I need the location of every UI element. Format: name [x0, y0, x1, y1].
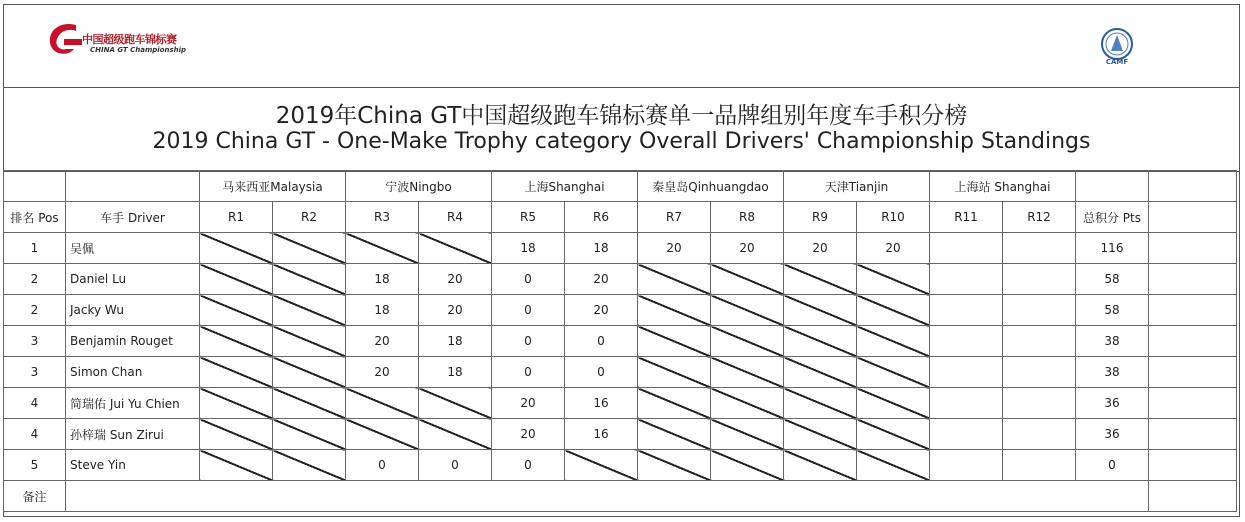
- not-entered-cell: [273, 326, 346, 357]
- round-header: R7: [638, 202, 711, 233]
- round-points-cell: 20: [346, 326, 419, 357]
- round-points-cell: [1003, 357, 1076, 388]
- round-header: R1: [200, 202, 273, 233]
- round-points-cell: 20: [711, 233, 784, 264]
- round-header: R6: [565, 202, 638, 233]
- not-entered-cell: [419, 388, 492, 419]
- round-points-cell: [930, 264, 1003, 295]
- standings-rows: [4, 233, 1237, 481]
- row-blank: [1149, 357, 1237, 388]
- table-row: [4, 326, 1237, 357]
- round-header: R4: [419, 202, 492, 233]
- venue-qinhuangdao: 秦皇岛Qinhuangdao: [638, 171, 784, 202]
- remarks-label: 备注: [4, 481, 66, 512]
- round-header: R9: [784, 202, 857, 233]
- round-points-cell: [930, 419, 1003, 450]
- not-entered-cell: [419, 233, 492, 264]
- not-entered-cell: [711, 295, 784, 326]
- round-points-cell: 18: [492, 233, 565, 264]
- not-entered-cell: [711, 264, 784, 295]
- not-entered-cell: [857, 357, 930, 388]
- not-entered-cell: [784, 388, 857, 419]
- round-points-cell: [1003, 326, 1076, 357]
- not-entered-cell: [857, 388, 930, 419]
- round-points-cell: 16: [565, 388, 638, 419]
- total-pts-cell: 58: [1076, 295, 1149, 326]
- not-entered-cell: [857, 450, 930, 481]
- venue-tianjin: 天津Tianjin: [784, 171, 930, 202]
- round-points-cell: [930, 450, 1003, 481]
- table-row: [4, 233, 1237, 264]
- round-points-cell: 20: [419, 295, 492, 326]
- title-english: 2019 China GT - One-Make Trophy category Overall Drivers' Championship Standings: [152, 129, 1091, 154]
- round-points-cell: 20: [857, 233, 930, 264]
- round-points-cell: 0: [565, 357, 638, 388]
- total-pts-cell: 58: [1076, 264, 1149, 295]
- china-gt-logo: [46, 21, 186, 73]
- table-row: [4, 388, 1237, 419]
- pos-cell: 4: [4, 388, 66, 419]
- pos-cell: 1: [4, 233, 66, 264]
- venue-ningbo: 宁波Ningbo: [346, 171, 492, 202]
- venue-malaysia: 马来西亚Malaysia: [200, 171, 346, 202]
- round-points-cell: 18: [346, 295, 419, 326]
- round-points-cell: 16: [565, 419, 638, 450]
- not-entered-cell: [638, 326, 711, 357]
- driver-header: 车手 Driver: [66, 202, 200, 233]
- round-points-cell: 0: [492, 326, 565, 357]
- not-entered-cell: [346, 233, 419, 264]
- logo-cn-text: 中国超级跑车锦标赛: [82, 33, 177, 46]
- round-points-cell: 20: [784, 233, 857, 264]
- not-entered-cell: [638, 295, 711, 326]
- round-header: R12: [1003, 202, 1076, 233]
- not-entered-cell: [638, 357, 711, 388]
- table-row: [4, 295, 1237, 326]
- pts-header: 总积分 Pts: [1076, 202, 1149, 233]
- not-entered-cell: [200, 233, 273, 264]
- not-entered-cell: [346, 388, 419, 419]
- driver-cell: 孙梓瑞 Sun Zirui: [66, 419, 200, 450]
- round-points-cell: 20: [565, 295, 638, 326]
- round-points-cell: [1003, 450, 1076, 481]
- not-entered-cell: [784, 357, 857, 388]
- row-blank: [1149, 388, 1237, 419]
- header-blank: [1149, 202, 1237, 233]
- not-entered-cell: [857, 295, 930, 326]
- pos-cell: 4: [4, 419, 66, 450]
- row-blank: [1149, 233, 1237, 264]
- camf-emblem-icon: [1100, 27, 1134, 61]
- driver-cell: Jacky Wu: [66, 295, 200, 326]
- round-points-cell: [930, 357, 1003, 388]
- logo-en-text: CHINA GT Championship: [90, 46, 187, 54]
- pos-header: 排名 Pos: [4, 202, 66, 233]
- logo-band: [4, 5, 1239, 88]
- round-points-cell: [930, 326, 1003, 357]
- table-row: [4, 450, 1237, 481]
- not-entered-cell: [419, 419, 492, 450]
- total-pts-cell: 36: [1076, 419, 1149, 450]
- not-entered-cell: [784, 295, 857, 326]
- not-entered-cell: [273, 264, 346, 295]
- driver-cell: Simon Chan: [66, 357, 200, 388]
- round-points-cell: 18: [419, 326, 492, 357]
- standings-table-wrapper: [3, 170, 1237, 512]
- camf-logo-text: CAMF: [1105, 58, 1129, 66]
- round-header: R10: [857, 202, 930, 233]
- not-entered-cell: [711, 388, 784, 419]
- not-entered-cell: [857, 264, 930, 295]
- pos-cell: 2: [4, 264, 66, 295]
- not-entered-cell: [565, 450, 638, 481]
- not-entered-cell: [273, 357, 346, 388]
- venue-header-row: [4, 171, 1237, 202]
- round-points-cell: 18: [419, 357, 492, 388]
- round-points-cell: 20: [419, 264, 492, 295]
- driver-cell: 简瑞佑 Jui Yu Chien: [66, 388, 200, 419]
- not-entered-cell: [711, 326, 784, 357]
- driver-cell: 吴佩: [66, 233, 200, 264]
- total-pts-cell: 38: [1076, 357, 1149, 388]
- round-points-cell: [1003, 388, 1076, 419]
- row-blank: [1149, 326, 1237, 357]
- round-header: R5: [492, 202, 565, 233]
- round-points-cell: [930, 233, 1003, 264]
- total-pts-cell: 36: [1076, 388, 1149, 419]
- not-entered-cell: [200, 357, 273, 388]
- standings-table: [3, 170, 1237, 512]
- round-header-row: [4, 202, 1237, 233]
- row-blank: [1149, 450, 1237, 481]
- round-points-cell: 0: [346, 450, 419, 481]
- round-points-cell: 0: [492, 357, 565, 388]
- not-entered-cell: [200, 264, 273, 295]
- not-entered-cell: [711, 450, 784, 481]
- not-entered-cell: [273, 450, 346, 481]
- round-points-cell: 20: [565, 264, 638, 295]
- pos-cell: 3: [4, 357, 66, 388]
- round-points-cell: 18: [565, 233, 638, 264]
- china-gt-logo-icon: [46, 21, 86, 59]
- driver-cell: Daniel Lu: [66, 264, 200, 295]
- not-entered-cell: [200, 388, 273, 419]
- not-entered-cell: [200, 326, 273, 357]
- pos-cell: 5: [4, 450, 66, 481]
- round-points-cell: [1003, 295, 1076, 326]
- not-entered-cell: [273, 233, 346, 264]
- round-points-cell: 20: [346, 357, 419, 388]
- not-entered-cell: [200, 419, 273, 450]
- round-points-cell: 0: [492, 450, 565, 481]
- round-points-cell: 20: [638, 233, 711, 264]
- round-points-cell: 0: [419, 450, 492, 481]
- not-entered-cell: [857, 419, 930, 450]
- not-entered-cell: [346, 419, 419, 450]
- pos-cell: 3: [4, 326, 66, 357]
- round-points-cell: 0: [565, 326, 638, 357]
- header-blank: [1076, 171, 1149, 202]
- venue-shanghai: 上海Shanghai: [492, 171, 638, 202]
- not-entered-cell: [711, 357, 784, 388]
- round-header: R3: [346, 202, 419, 233]
- total-pts-cell: 0: [1076, 450, 1149, 481]
- title-chinese: 2019年China GT中国超级跑车锦标赛单一品牌组别年度车手积分榜: [275, 103, 968, 129]
- not-entered-cell: [638, 388, 711, 419]
- not-entered-cell: [784, 450, 857, 481]
- round-points-cell: [930, 388, 1003, 419]
- not-entered-cell: [857, 326, 930, 357]
- not-entered-cell: [200, 450, 273, 481]
- header-blank: [66, 171, 200, 202]
- round-points-cell: [1003, 419, 1076, 450]
- round-points-cell: 0: [492, 264, 565, 295]
- header-blank: [4, 171, 66, 202]
- not-entered-cell: [784, 264, 857, 295]
- not-entered-cell: [711, 419, 784, 450]
- not-entered-cell: [273, 295, 346, 326]
- round-points-cell: [1003, 233, 1076, 264]
- not-entered-cell: [784, 419, 857, 450]
- table-row: [4, 419, 1237, 450]
- remarks-row: [4, 481, 1237, 512]
- not-entered-cell: [638, 264, 711, 295]
- round-points-cell: 0: [492, 295, 565, 326]
- total-pts-cell: 38: [1076, 326, 1149, 357]
- not-entered-cell: [784, 326, 857, 357]
- remarks-blank: [1149, 481, 1237, 512]
- round-points-cell: 20: [492, 419, 565, 450]
- standings-sheet: [3, 4, 1240, 517]
- driver-cell: Benjamin Rouget: [66, 326, 200, 357]
- total-pts-cell: 116: [1076, 233, 1149, 264]
- table-row: [4, 264, 1237, 295]
- title-band: [4, 87, 1239, 172]
- not-entered-cell: [273, 419, 346, 450]
- row-blank: [1149, 264, 1237, 295]
- round-points-cell: [1003, 264, 1076, 295]
- header-blank: [1149, 171, 1237, 202]
- not-entered-cell: [200, 295, 273, 326]
- venue-shanghai-final: 上海站 Shanghai: [930, 171, 1076, 202]
- round-header: R8: [711, 202, 784, 233]
- pos-cell: 2: [4, 295, 66, 326]
- row-blank: [1149, 295, 1237, 326]
- round-header: R2: [273, 202, 346, 233]
- camf-logo: [1100, 27, 1134, 71]
- round-points-cell: 20: [492, 388, 565, 419]
- driver-cell: Steve Yin: [66, 450, 200, 481]
- round-points-cell: 18: [346, 264, 419, 295]
- round-header: R11: [930, 202, 1003, 233]
- not-entered-cell: [638, 419, 711, 450]
- not-entered-cell: [638, 450, 711, 481]
- table-row: [4, 357, 1237, 388]
- not-entered-cell: [273, 388, 346, 419]
- row-blank: [1149, 419, 1237, 450]
- remarks-cell: [66, 481, 1149, 512]
- round-points-cell: [930, 295, 1003, 326]
